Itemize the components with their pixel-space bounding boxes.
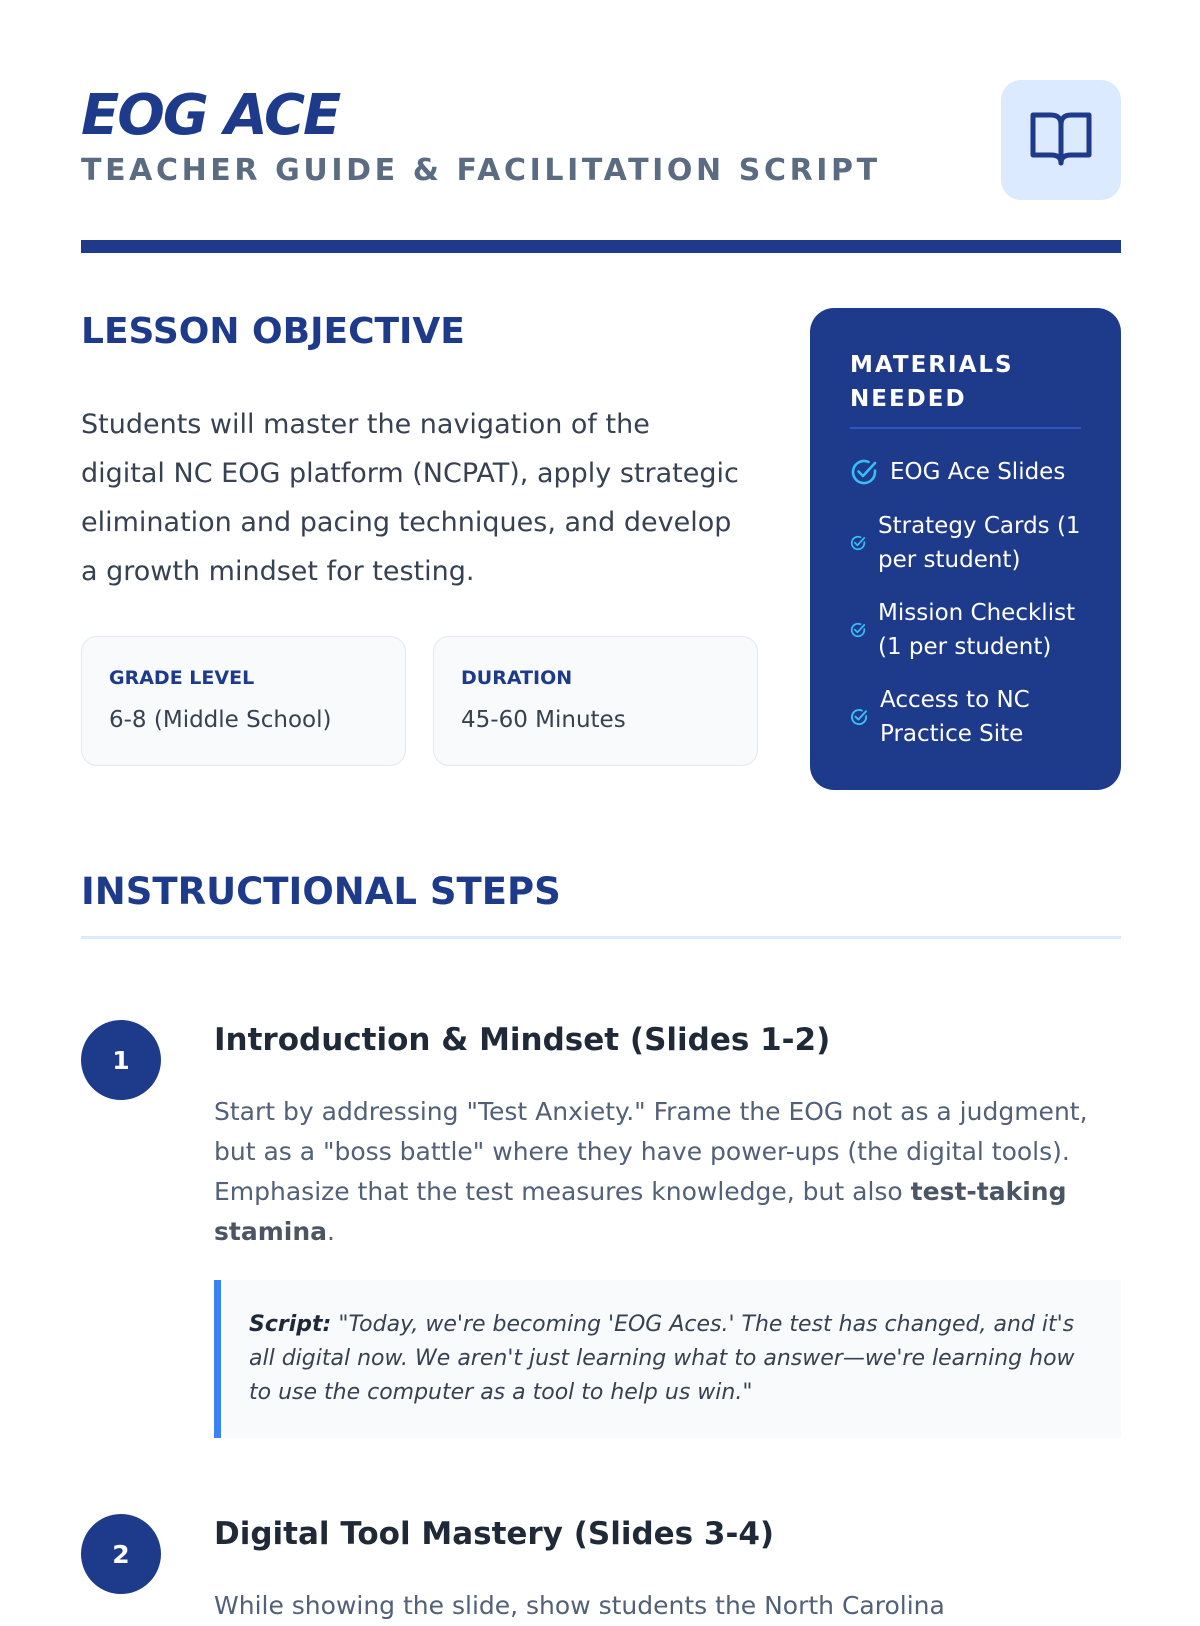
check-circle-icon <box>850 708 868 726</box>
script-text: "Today, we're becoming 'EOG Aces.' The test has changed, and it's all digital now. We aren't just learning what to answer—we're learning how to use the computer as a tool to help us win." <box>249 1312 1075 1405</box>
duration-label: DURATION <box>461 667 573 689</box>
instructional-steps-heading: INSTRUCTIONAL STEPS <box>81 870 561 913</box>
step-number-badge: 2 <box>81 1514 161 1594</box>
duration-value: 45-60 Minutes <box>461 707 626 733</box>
facilitation-script-box <box>214 1280 1121 1438</box>
duration-card <box>433 636 758 766</box>
guide-subtitle: TEACHER GUIDE & FACILITATION SCRIPT <box>81 153 881 188</box>
steps-divider <box>81 936 1121 939</box>
lesson-objective-heading: LESSON OBJECTIVE <box>81 311 465 352</box>
materials-item <box>850 683 1090 751</box>
book-badge <box>1001 80 1121 200</box>
grade-level-label: GRADE LEVEL <box>109 667 255 689</box>
lesson-objective-text: Students will master the navigation of the digital NC EOG platform (NCPAT), apply strategic elimination and pacing techniques, and develop a growth mindset for testing. <box>81 409 739 587</box>
page-header <box>81 80 1121 202</box>
materials-item <box>850 509 1090 577</box>
brand-title: EOG ACE <box>81 83 340 148</box>
step-title: Digital Tool Mastery (Slides 3-4) <box>214 1516 775 1552</box>
check-circle-icon <box>850 458 878 486</box>
step-description-emphasis: test-taking stamina <box>214 1177 1067 1246</box>
step-description: While showing the slide, show students the North Carolina <box>214 1591 945 1620</box>
materials-item-label: Strategy Cards (1 per student) <box>878 513 1081 573</box>
step-description-end: . <box>327 1217 335 1246</box>
materials-panel <box>810 308 1121 790</box>
materials-item <box>850 596 1090 664</box>
step-title: Introduction & Mindset (Slides 1-2) <box>214 1022 831 1058</box>
step-number-badge: 1 <box>81 1020 161 1100</box>
materials-item-label: Access to NC Practice Site <box>880 687 1030 747</box>
materials-heading: MATERIALS NEEDED <box>850 352 1014 412</box>
materials-divider <box>850 427 1081 429</box>
header-divider <box>81 240 1121 253</box>
grade-level-value: 6-8 (Middle School) <box>109 707 332 733</box>
script-label: Script: <box>249 1312 332 1337</box>
check-circle-icon <box>850 622 866 638</box>
open-book-icon <box>1029 109 1093 172</box>
step-description-text: Start by addressing "Test Anxiety." Frame the EOG not as a judgment, but as a "boss battle" where they have power-ups (the digital tools). Emphasize that the test measures knowledge, but also <box>214 1097 1088 1206</box>
grade-level-card <box>81 636 406 766</box>
materials-item-label: EOG Ace Slides <box>890 459 1066 485</box>
materials-item-label: Mission Checklist (1 per student) <box>878 600 1076 660</box>
check-circle-icon <box>850 535 866 551</box>
step-description <box>214 1092 1114 1252</box>
materials-item <box>850 455 1090 489</box>
